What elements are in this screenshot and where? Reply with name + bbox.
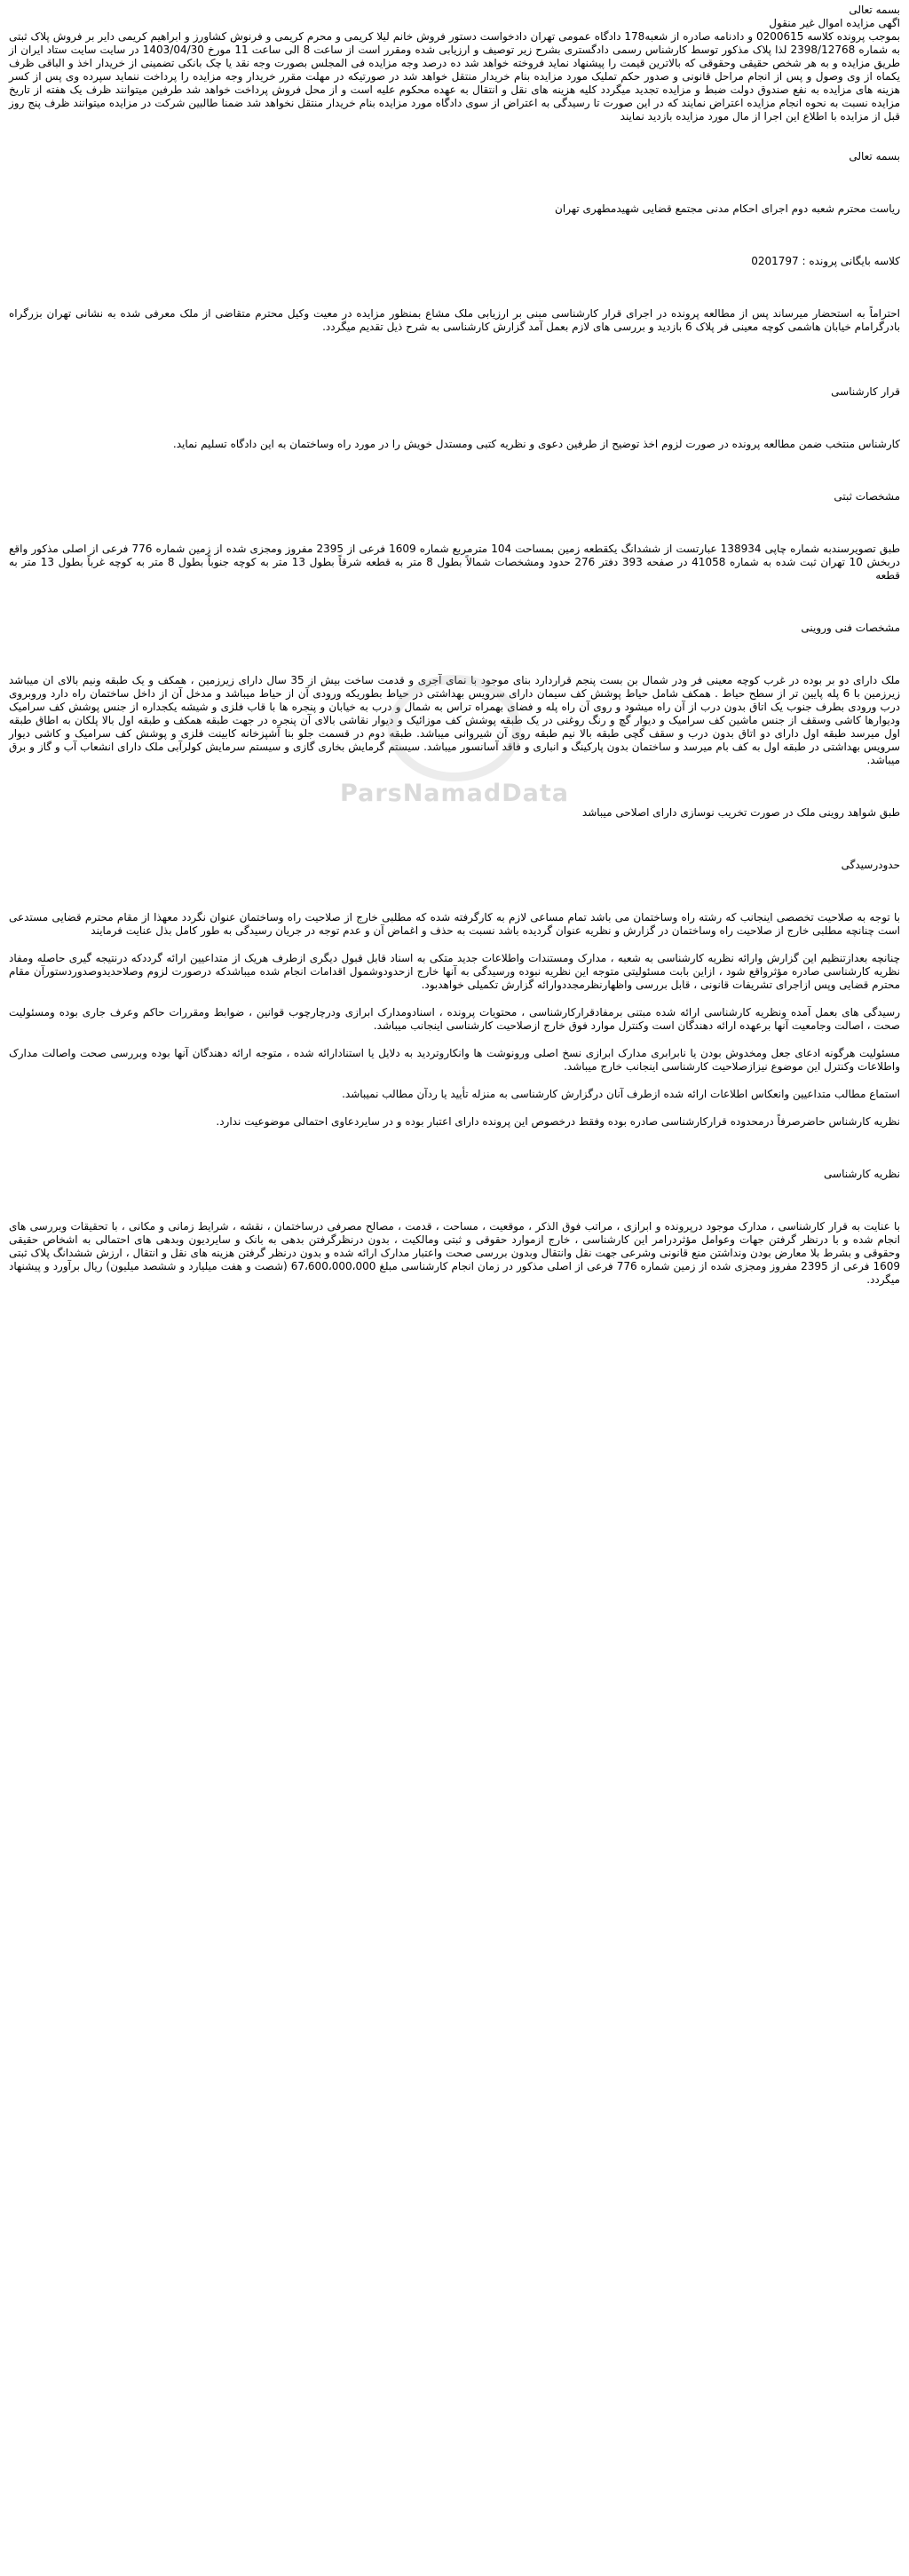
section-paragraph: طبق شواهد روینی ملک در صورت تخریب نوسازی دارای اصلاحی میباشد <box>581 806 900 819</box>
section-heading: قرار کارشناسی <box>831 385 900 398</box>
section-paragraph: استماع مطالب متداعیین وانعکاس اطلاعات ارائه شده ازطرف آنان درگزارش کارشناسی به منزله تأیید یا ردآن مطالب نمیباشد. <box>342 1088 900 1100</box>
watermark-text: ParsNamadData <box>340 780 569 807</box>
section-paragraph: کارشناس منتخب ضمن مطالعه پرونده در صورت لزوم اخذ توضیح از طرفین دعوی و نظریه کتبی ومستدل خویش را در مورد راه وساختمان به این دادگاه تسلیم نماید. <box>172 438 900 450</box>
section-paragraph: چنانچه بعدازتنظیم این گزارش وارائه نظریه کارشناسی به شعبه ، مدارک ومستندات واطلاعات جدید متکی به اسناد قابل قبول دیگری ازطرف هریک از متداعیین ارائه گرددکه درنتیجه گیری حاصله ومفاد نظریه کارشناسی صادره مؤثرواقع شود ، ازاین بابت مسئولیتی متوجه این نظریه نبوده ورسیدگی به آنها خارج ازحدودوشمول اقدامات انجام شده میباشدکه درصورت لزوم وصلاحدیدوصدوردستورآن مقام محترم قضایی وپس ازاجرای تشریفات قانونی ، قابل بررسی واظهارنظرمجددوارائه گزارش تکمیلی خواهدبود. <box>9 952 900 991</box>
section-paragraph: ملک دارای دو بر بوده در غرب کوچه معینی فر ودر شمال بن بست پنجم قراردارد بنای موجود با نمای آجری و قدمت ساخت بیش از 35 سال دارای زیرزمین ، همکف و یک طبقه ونیم بالای ان میباشد زیرزمین با 6 پله پایین تر از سطح حیاط . همکف شامل حیاط پوشش کف سیمان دارای سرویس بهداشتی در حیاط بطوریکه ورودی آن از حیاط میباشد و مدخل آن از داخل ساختمان راه دارد وروبروی درب ورودی بطرف جنوب یک اتاق بدون درب از آن راه میشود و روی آن راه پله و فضای بهمراه تراس به شمال و درب به خیابان و پنجره ها با قاب فلزی و شیشه یکجداره از جنس پوشش کف سرامیک ودیوارها کاشی وسقف از جنس ماشین کف سرامیک و دیوار گچ و رنگ روغنی در یک طبقه پوشش کف موزائیک و دیوار نقاشی بالای آن پنجره در جهت طبقه همکف و طبقه اول بالا پلکان به اطاق طبقه اول میرسد طبقه اول دارای دو اتاق بدون درب و سقف گچی طبقه بالا نیم طبقه روی آن شیروانی میباشد. طبقه دوم در قسمت جلو بنا آشپزخانه کابینت فلزی و پوشش کف سرامیک و کاشی دیوار سرویس بهداشتی در طبقه اول به کف بام میرسد و ساختمان بدون پارکینگ و انباری و فاقد آسانسور میباشد. سیستم گرمایش بخاری گازی و سیستم سرمایش کولرآبی ملک دارای انشعاب آب و گاز و برق میباشد. <box>9 674 900 766</box>
archive-number: کلاسه بایگانی پرونده : 0201797 <box>751 255 900 267</box>
notice-title: بسمه تعالی <box>849 4 900 16</box>
section-heading: نظریه کارشناسی <box>824 1168 900 1180</box>
report-addressee: ریاست محترم شعبه دوم اجرای احکام مدنی مجتمع قضایی شهیدمطهری تهران <box>555 202 900 215</box>
section-paragraph: رسیدگی های بعمل آمده ونظریه کارشناسی ارائه شده مبتنی برمفادقرارکارشناسی ، محتویات پرونده ، اسنادومدارک ابرازی ودرچارچوب قوانین ، ضوابط ومقررات حاکم وعرف جاری بوده ومسئولیت صحت ، اصالت وجامعیت آنها برعهده ارائه دهندگان است وکنترل موارد فوق خارج ازصلاحیت کارشناسی اینجانب میباشد. <box>9 1006 900 1032</box>
section-paragraph: با توجه به صلاحیت تخصصی اینجانب که رشته راه وساختمان می باشد تمام مساعی لازم به کارگرفته شده که مطلبی خارج از صلاحیت راه وساختمان عنوان نگردد معهذا از مقام محترم قضایی مستدعی است چنانچه مطلبی خارج از صلاحیت راه وساختمان در گزارش و نظریه عنوان گردیده باشد نسبت به حذف و اغماض آن و عدم توجه در جریان رسیدگی به طور کامل بذل عنایت فرمایند <box>9 911 900 937</box>
section-paragraph: نظریه کارشناس حاضرصرفاً درمحدوده قرارکارشناسی صادره بوده وفقط درخصوص این پرونده دارای اعتبار بوده و در سایردعاوی احتمالی موضوعیت ندارد. <box>216 1115 900 1128</box>
section-heading: مشخصات ثبتی <box>834 490 900 503</box>
section-paragraph: طبق تصویرسندبه شماره چاپی 138934 عبارتست از ششدانگ یکقطعه زمین بمساحت 104 مترمربع شماره 1609 فرعی از 2395 مفروز ومجزی شده از زمین شماره 776 فرعی از اصلی مذکور واقع دربخش 10 تهران ثبت شده به شماره 41058 در صفحه 393 دفتر 276 حدود ومشخصات شمالاً بطول 8 متر به قطعه شرقاً بطول 13 متر به کوچه جنوباً بطول 8 متر به کوچه غرباً بطول 13 متر به قطعه <box>9 543 901 582</box>
section-heading: حدودرسیدگی <box>841 859 900 871</box>
section-heading: مشخصات فنی وروینی <box>801 622 900 634</box>
report-intro: احتراماً به استحضار میرساند پس از مطالعه پرونده در اجرای قرار کارشناسی مبنی بر ارزیابی ملک مشاع بمنظور مزایده در معیت وکیل محترم متقاضی از ملک معرفی شده به نشانی تهران بزرگراه بادرگرامام خیابان هاشمی کوچه معینی فر پلاک 6 بازدید و بررسی های لازم بعمل آمد گزارش کارشناسی به شرح ذیل تقدیم میگردد. <box>9 307 900 333</box>
notice-body: بموجب پرونده کلاسه 0200615 و دادنامه صادره از شعبه178 دادگاه عمومی تهران دادخواست دستور فروش خانم لیلا کریمی و محرم کریمی و فرنوش کشاورز و ابراهیم کریمی دایر بر فروش پلاک ثبتی به شماره 2398/12768 لذا پلاک مذکور توسط کارشناس رسمی دادگستری بشرح زیر توصیف و ارزیابی شده ومقرر است از ساعت 8 الی ساعت 11 مورخ 1403/04/30 در سایت سایت ستاد ایران از طریق مزایده و به هر شخص حقیقی وحقوقی که بالاترین قیمت را پیشنهاد نماید فروخته خواهد شد ده درصد وجه مزایده فی المجلس بصورت وجه نقد یا چک بانکی تضمینی از خریدار اخذ و الباقی ظرف یکماه از وی وصول و پس از انجام مراحل قانونی و صدور حکم تملیک مورد مزایده بنام خریدار منتقل خواهد شد در صورتیکه در مهلت مقرر خریدار وجه مزایده را پرداخت ننماید سپرده وی پس از کسر هزینه های مزایده به نفع صندوق دولت ضبط و مزایده تجدید میگردد کلیه هزینه های نقل و انتقال به عهده محکوم علیه است و از محل فروش پرداخت خواهد شد طرفین میتوانند ظرف یک هفته از تاریخ مزایده نسبت به نحوه انجام مزایده اعتراض نمایند که در این صورت تا رسیدگی به اعتراض از سوی دادگاه مورد مزایده بنام خریدار منتقل نخواهد شد ضمنا طالبین شرکت در مزایده میتوانند ظرف پنج روز قبل از مزایده با اطلاع این اجرا از مال مورد مزایده بازدید نمایند <box>9 30 900 123</box>
section-paragraph: مسئولیت هرگونه ادعای جعل ومخدوش بودن یا نابرابری مدارک ابرازی نسخ اصلی ورونوشت ها وانکاروتردید به دلایل یا استنادارائه شده ، متوجه ارائه دهندگان آنها بوده وبررسی صحت واصالت مدارک واطلاعات وکنترل این موضوع نیزازصلاحیت کارشناسی اینجانب خارج میباشد. <box>9 1047 900 1073</box>
report-title: بسمه تعالی <box>849 150 900 162</box>
section-paragraph: با عنایت به قرار کارشناسی ، مدارک موجود درپرونده و ابرازی ، مراتب فوق الذکر ، موقعیت ، مساحت ، قدمت ، مصالح مصرفی درساختمان ، نقشه ، شرایط زمانی و مکانی ، با تحقیقات وبررسی های انجام شده و با درنظر گرفتن جهات وعوامل مؤثردرامر این کارشناسی ، خارج ازموارد حقوقی و ثبتی ومالکیت ، بدون درنظرگرفتن بدهی به بانک و سایردیون وبدهی های احتمالی به اشخاص حقیقی وحقوقی و بشرط بلا معارض بودن ونداشتن منع قانونی وشرعی جهت نقل وانتقال وبدون بررسی صحت واعتبار مدارک ارائه شده و بدون درنظر گرفتن هزینه های نقل و انتقال ، ارزش ششدانگ پلاک ثبتی 1609 فرعی از 2395 مفروز ومجزی شده از زمین شماره 776 فرعی از اصلی مذکور در زمان انجام کارشناسی مبلغ 67،600،000،000 (شصت و هفت میلیارد و ششصد میلیون) ریال برآورد و پیشنهاد میگردد. <box>9 1220 900 1286</box>
notice-subtitle: اگهی مزایده اموال غیر منقول <box>769 17 900 29</box>
